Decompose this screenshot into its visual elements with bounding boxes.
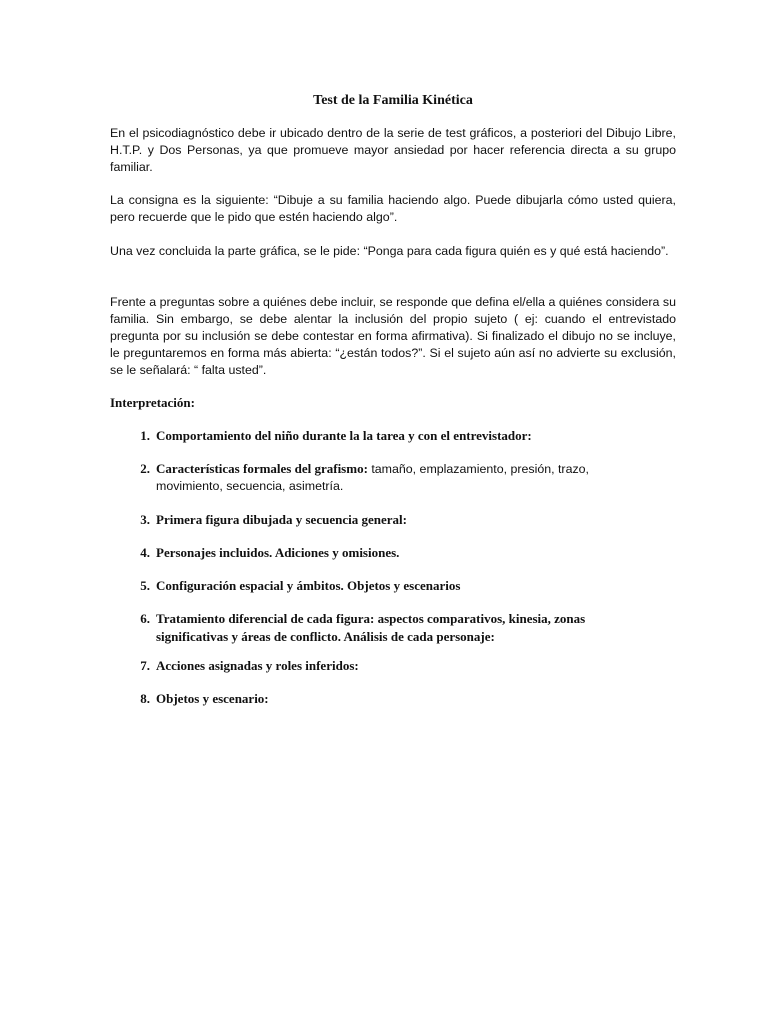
item-text	[156, 544, 656, 562]
item-number: 6.	[140, 611, 150, 626]
paragraph-labeling: Una vez concluida la parte gráfica, se le pide: “Ponga para cada figura quién es y qué está haciendo”.	[110, 244, 669, 258]
paragraph-placement: En el psicodiagnóstico debe ir ubicado dentro de la serie de test gráficos, a posteriori del Dibujo Libre, H.T.P. y Dos Personas, ya que promueve mayor ansiedad por hacer referencia directa a su grupo familiar.	[110, 126, 676, 174]
item-title: Comportamiento del niño durante la la tarea y con el entrevistador:	[156, 428, 532, 443]
paragraph-inclusion: Frente a preguntas sobre a quiénes debe incluir, se responde que defina el/ella a quiénes considera su familia. Sin embargo, se debe alentar la inclusión del propio sujeto ( ej: cuando el entrevistado pregunta por su inclusión se debe contestar en forma afirmativa). Si finalizado el dibujo no se incluye, le preguntaremos en forma más abierta: “¿están todos?”. Si el sujeto aún así no advierte su exclusión, se le señalará: “ falta usted”.	[110, 295, 676, 377]
item-text	[156, 657, 656, 675]
item-text	[156, 610, 656, 646]
item-text	[156, 427, 656, 445]
item-title: Primera figura dibujada y secuencia general:	[156, 512, 407, 527]
item-title: Características formales del grafismo:	[156, 461, 368, 476]
item-text	[156, 460, 656, 495]
item-number: 5.	[140, 578, 150, 593]
section-heading-interpretation: Interpretación:	[110, 395, 195, 410]
paragraph-instructions: La consigna es la siguiente: “Dibuje a su familia haciendo algo. Puede dibujarla cómo usted quiera, pero recuerde que le pido que estén haciendo algo”.	[110, 193, 676, 224]
item-text	[156, 577, 656, 595]
item-title: Objetos y escenario:	[156, 691, 269, 706]
item-number: 7.	[140, 658, 150, 673]
item-number: 3.	[140, 512, 150, 527]
item-title: Tratamiento diferencial de cada figura: aspectos comparativos, kinesia, zonas significativas y áreas de conflicto. Análisis de cada personaje:	[156, 611, 586, 644]
item-title: Configuración espacial y ámbitos. Objetos y escenarios	[156, 578, 461, 593]
item-text	[156, 690, 656, 708]
item-text	[156, 511, 656, 529]
item-number: 4.	[140, 545, 150, 560]
item-detail: tamaño, emplazamiento, presión, trazo, movimiento, secuencia, asimetría.	[156, 462, 589, 493]
item-number: 8.	[140, 691, 150, 706]
item-number: 1.	[140, 428, 150, 443]
document-title: Test de la Familia Kinética	[313, 93, 473, 108]
item-title: Acciones asignadas y roles inferidos:	[156, 658, 359, 673]
item-title: Personajes incluidos. Adiciones y omisiones.	[156, 545, 400, 560]
item-number: 2.	[140, 461, 150, 476]
